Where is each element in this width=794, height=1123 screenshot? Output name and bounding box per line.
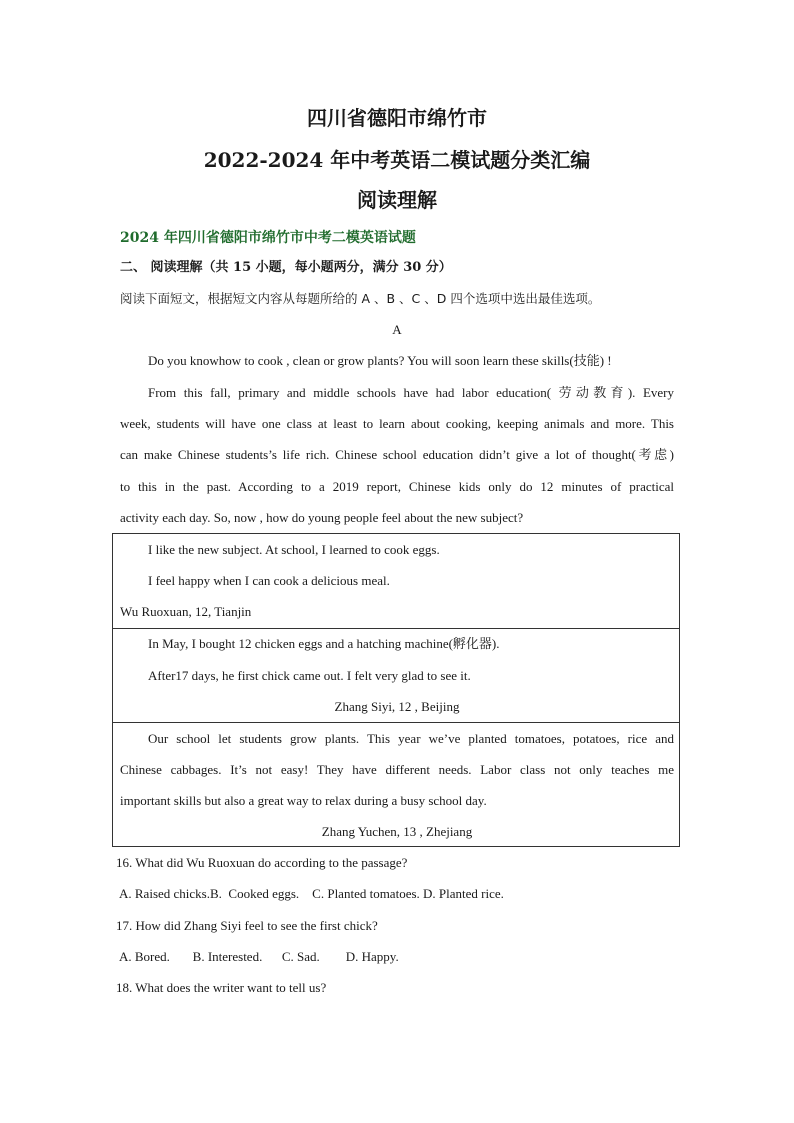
row-divider <box>113 628 679 629</box>
comment-author: Wu Ruoxuan, 12, Tianjin <box>120 604 252 619</box>
passage-line: week, students will have one class at least to learn about cooking, keeping animals and more. This <box>120 416 674 431</box>
exam-source-heading: 2024 年四川省德阳市绵竹市中考二模英语试题 <box>120 230 416 246</box>
question-16-options: A. Raised chicks.B. Cooked eggs. C. Planted tomatoes. D. Planted rice. <box>119 886 504 901</box>
student-comments-table <box>112 533 680 847</box>
comment-line: important skills but also a great way to relax during a busy school day. <box>120 793 487 808</box>
comment-line: I like the new subject. At school, I learned to cook eggs. <box>148 542 440 557</box>
document-section-name: 阅读理解 <box>357 188 437 212</box>
comment-line: Our school let students grow plants. This year we’ve planted tomatoes, potatoes, rice and <box>148 731 674 746</box>
passage-line: From this fall, primary and middle schools have had labor education( 劳动教育). Every <box>148 385 674 400</box>
document-title: 四川省德阳市绵竹市 <box>307 106 487 130</box>
comment-line: After17 days, he first chick came out. I felt very glad to see it. <box>148 668 471 683</box>
passage-line: Do you knowhow to cook , clean or grow plants? You will soon learn these skills(技能) ! <box>148 353 612 368</box>
comment-line: In May, I bought 12 chicken eggs and a hatching machine(孵化器). <box>148 636 500 651</box>
passage-line: to this in the past. According to a 2019 report, Chinese kids only do 12 minutes of practical <box>120 479 674 494</box>
question-17-options: A. Bored. B. Interested. C. Sad. D. Happy. <box>119 949 399 964</box>
passage-label: A <box>392 322 402 337</box>
part-heading: 二、 阅读理解（共 15 小题，每小题两分，满分 30 分） <box>120 260 452 275</box>
comment-author: Zhang Siyi, 12 , Beijing <box>334 699 460 714</box>
question-17: 17. How did Zhang Siyi feel to see the first chick? <box>116 918 378 933</box>
document-subtitle: 2022-2024 年中考英语二模试题分类汇编 <box>203 148 591 172</box>
question-18: 18. What does the writer want to tell us? <box>116 980 327 995</box>
question-16: 16. What did Wu Ruoxuan do according to the passage? <box>116 855 408 870</box>
passage-line: can make Chinese students’s life rich. Chinese school education didn’t give a lot of thought(考虑) <box>120 447 674 462</box>
instructions: 阅读下面短文，根据短文内容从每题所给的 A 、B 、C 、D 四个选项中选出最佳选项。 <box>120 291 601 306</box>
comment-line: I feel happy when I can cook a delicious meal. <box>148 573 390 588</box>
comment-author: Zhang Yuchen, 13 , Zhejiang <box>321 824 473 839</box>
row-divider <box>113 722 679 723</box>
passage-line: activity each day. So, now , how do young people feel about the new subject? <box>120 510 524 525</box>
comment-line: Chinese cabbages. It’s not easy! They have different needs. Labor class not only teaches me <box>120 762 674 777</box>
